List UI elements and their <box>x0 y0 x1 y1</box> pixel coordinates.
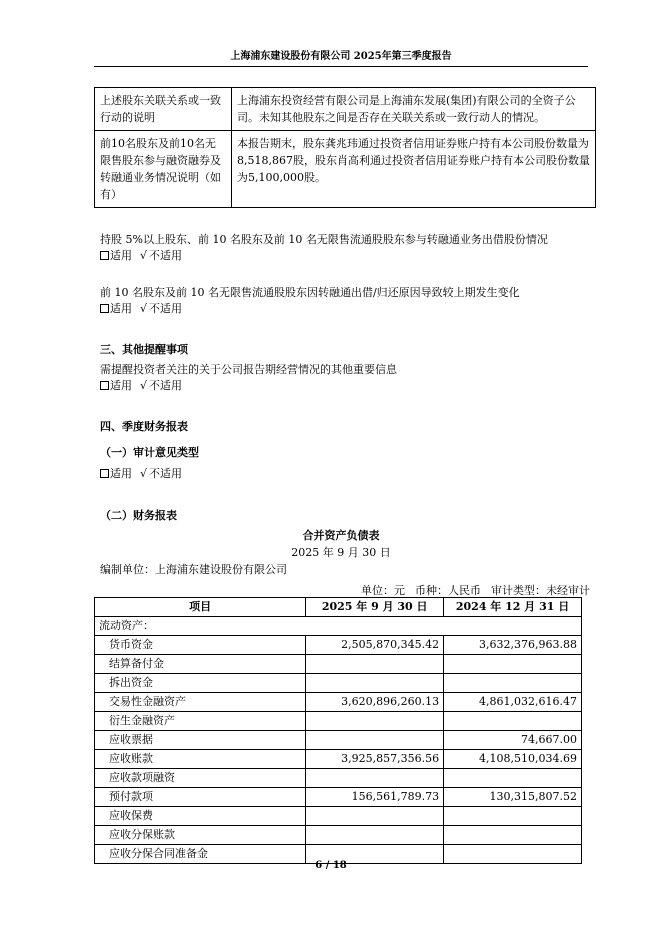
section-label: 流动资产： <box>95 617 582 636</box>
table-row <box>95 750 582 769</box>
preparer-label: 编制单位：上海浦东建设股份有限公司 <box>100 563 287 576</box>
checkbox-icon <box>100 469 109 478</box>
not-applicable-label: 不适用 <box>149 302 183 315</box>
table-row <box>95 712 582 731</box>
value-2024-cell <box>444 826 582 845</box>
not-applicable-label: 不适用 <box>149 467 183 480</box>
check-mark-icon: √ <box>140 467 148 480</box>
financial-statements-heading: 四、季度财务报表 <box>100 420 188 433</box>
table-row <box>95 131 596 208</box>
value-2024-cell <box>444 674 582 693</box>
audit-type-label: 审计类型：未经审计 <box>491 584 590 597</box>
financial-report-subheading: （二）财务报表 <box>100 509 177 522</box>
value-2024-cell <box>444 807 582 826</box>
note-label: 前10名股东及前10名无限售股东参与融资融券及转融通业务情况说明（如有） <box>95 131 232 208</box>
item-cell: 拆出资金 <box>95 674 306 693</box>
page-number: 6 / 18 <box>315 860 347 871</box>
item-cell: 结算备付金 <box>95 655 306 674</box>
table-row <box>95 636 582 655</box>
table-section-row <box>95 617 582 636</box>
column-header: 2024 年 12 月 31 日 <box>444 598 582 617</box>
table-row <box>95 88 596 131</box>
value-2025-cell <box>306 655 444 674</box>
item-cell: 应收保费 <box>95 807 306 826</box>
item-cell: 预付款项 <box>95 788 306 807</box>
value-2024-cell: 3,632,376,963.88 <box>444 636 582 655</box>
currency-label: 币种：人民币 <box>415 584 481 597</box>
unit-line <box>351 582 590 598</box>
value-2025-cell <box>306 712 444 731</box>
column-header: 2025 年 9 月 30 日 <box>306 598 444 617</box>
note-text: 本报告期末，股东龚兆玮通过投资者信用证券账户持有本公司股份数量为8,518,867股，股东肖高利通过投资者信用证券账户持有本公司股份数量为5,100,000股。 <box>232 131 596 208</box>
change-checkbox-line <box>100 301 182 317</box>
table-row <box>95 788 582 807</box>
balance-sheet-title: 合并资产负债表 <box>302 529 380 542</box>
not-applicable-label: 不适用 <box>149 379 183 392</box>
value-2024-cell: 4,108,510,034.69 <box>444 750 582 769</box>
change-paragraph: 前 10 名股东及前 10 名无限售流通股股东因转融通出借/归还原因导致较上期发生变化 <box>100 286 520 299</box>
unit-label: 单位：元 <box>361 584 405 597</box>
value-2024-cell <box>444 712 582 731</box>
table-row <box>95 731 582 750</box>
lending-checkbox-line <box>100 248 182 264</box>
audit-checkbox-line <box>100 466 182 482</box>
value-2024-cell <box>444 655 582 674</box>
applicable-label: 适用 <box>110 379 132 392</box>
lending-paragraph: 持股 5%以上股东、前 10 名股东及前 10 名无限售流通股股东参与转融通业务出借股份情况 <box>100 233 548 246</box>
table-row <box>95 769 582 788</box>
value-2024-cell: 130,315,807.52 <box>444 788 582 807</box>
value-2024-cell <box>444 769 582 788</box>
value-2025-cell <box>306 674 444 693</box>
value-2025-cell <box>306 731 444 750</box>
value-2024-cell: 74,667.00 <box>444 731 582 750</box>
applicable-label: 适用 <box>110 302 132 315</box>
table-row <box>95 807 582 826</box>
table-header-row <box>95 598 582 617</box>
applicable-label: 适用 <box>110 249 132 262</box>
balance-sheet-date: 2025 年 9 月 30 日 <box>291 546 391 559</box>
column-header: 项目 <box>95 598 306 617</box>
value-2025-cell: 3,620,896,260.13 <box>306 693 444 712</box>
shareholder-note-table <box>94 87 596 208</box>
not-applicable-label: 不适用 <box>149 249 183 262</box>
other-matters-heading: 三、其他提醒事项 <box>100 343 188 356</box>
checkbox-icon <box>100 251 109 260</box>
value-2025-cell <box>306 769 444 788</box>
table-row <box>95 826 582 845</box>
item-cell: 应收账款 <box>95 750 306 769</box>
applicable-label: 适用 <box>110 467 132 480</box>
item-cell: 应收票据 <box>95 731 306 750</box>
value-2025-cell: 2,505,870,345.42 <box>306 636 444 655</box>
other-matters-paragraph: 需提醒投资者关注的关于公司报告期经营情况的其他重要信息 <box>100 363 397 376</box>
checkbox-icon <box>100 381 109 390</box>
balance-sheet-table <box>94 597 582 864</box>
check-mark-icon: √ <box>140 379 148 392</box>
note-text: 上海浦东投资经营有限公司是上海浦东发展(集团)有限公司的全资子公司。未知其他股东之间是否存在关联关系或一致行动人的情况。 <box>232 88 596 131</box>
value-2025-cell: 156,561,789.73 <box>306 788 444 807</box>
value-2025-cell: 3,925,857,356.56 <box>306 750 444 769</box>
audit-opinion-subheading: （一）审计意见类型 <box>100 446 199 459</box>
other-checkbox-line <box>100 378 182 394</box>
table-row <box>95 655 582 674</box>
table-row <box>95 674 582 693</box>
item-cell: 货币资金 <box>95 636 306 655</box>
page-header: 上海浦东建设股份有限公司 2025年第三季度报告 <box>94 47 588 67</box>
value-2024-cell: 4,861,032,616.47 <box>444 693 582 712</box>
item-cell: 衍生金融资产 <box>95 712 306 731</box>
value-2025-cell <box>306 807 444 826</box>
checkbox-icon <box>100 304 109 313</box>
item-cell: 应收分保合同准备金 <box>95 845 306 864</box>
item-cell: 应收款项融资 <box>95 769 306 788</box>
item-cell: 交易性金融资产 <box>95 693 306 712</box>
table-row <box>95 693 582 712</box>
value-2025-cell <box>306 826 444 845</box>
check-mark-icon: √ <box>140 249 148 262</box>
check-mark-icon: √ <box>140 302 148 315</box>
note-label: 上述股东关联关系或一致行动的说明 <box>95 88 232 131</box>
item-cell: 应收分保账款 <box>95 826 306 845</box>
